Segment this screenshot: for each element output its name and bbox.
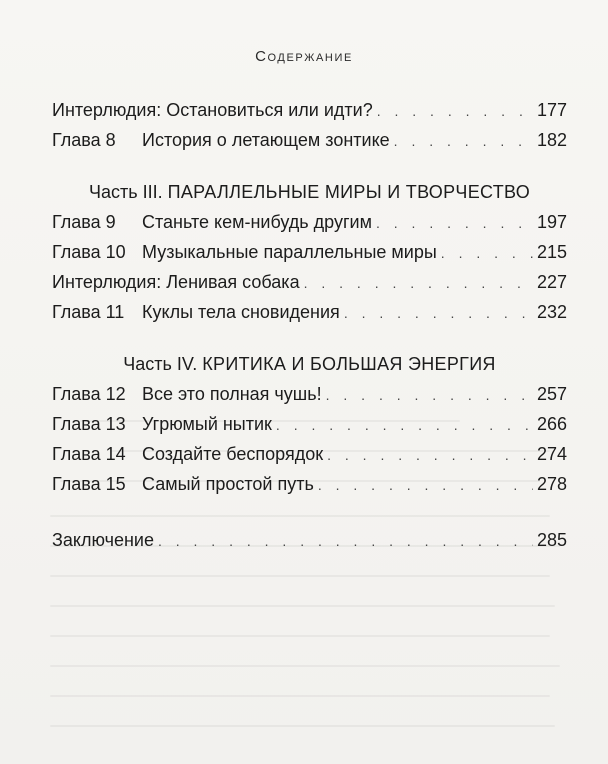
chapter-number: Глава 15 (52, 474, 126, 494)
dot-leader (376, 208, 533, 238)
toc-entry[interactable] (52, 237, 567, 267)
toc-entry[interactable] (52, 409, 567, 439)
toc-entry-label (52, 469, 314, 499)
chapter-number: Глава 13 (52, 414, 126, 434)
toc-entry-title: Интерлюдия: Остановиться или идти? (52, 100, 373, 120)
dot-leader (276, 410, 533, 440)
chapter-number: Глава 8 (52, 130, 116, 150)
toc-entry-label (52, 379, 322, 409)
toc-entry-label (52, 125, 390, 155)
dot-leader (304, 268, 533, 298)
toc-entry-title: Самый простой путь (142, 474, 314, 494)
part-title: КРИТИКА И БОЛЬШАЯ ЭНЕРГИЯ (202, 354, 496, 374)
toc-page-number: 278 (536, 474, 567, 494)
chapter-number: Глава 14 (52, 444, 126, 464)
part-heading-4[interactable] (52, 349, 567, 379)
toc-entry-title: Создайте беспорядок (142, 444, 324, 464)
toc-entry-title: Музыкальные параллельные миры (142, 242, 437, 262)
toc-entry[interactable] (52, 95, 567, 125)
toc-entry-title: Все это полная чушь! (142, 384, 322, 404)
toc-page-number: 182 (536, 130, 567, 150)
toc-page-number: 177 (536, 100, 567, 120)
toc-entry[interactable] (52, 379, 567, 409)
toc-entry-title: Заключение (52, 530, 154, 550)
toc-entry[interactable] (52, 267, 567, 297)
toc-entry[interactable] (52, 125, 567, 155)
dot-leader (326, 380, 533, 410)
toc-page-number: 227 (536, 272, 567, 292)
toc-entry-conclusion[interactable] (52, 525, 567, 555)
toc-entry[interactable] (52, 297, 567, 327)
toc-entry-label (52, 207, 372, 237)
toc-entry-title: Интерлюдия: Ленивая собака (52, 272, 300, 292)
toc-entry[interactable] (52, 439, 567, 469)
dot-leader (394, 126, 533, 156)
part-prefix: Часть III. (88, 182, 163, 202)
part-heading-3[interactable] (52, 177, 567, 207)
chapter-number: Глава 10 (52, 242, 126, 262)
dot-leader (158, 526, 533, 556)
toc-entry-title: История о летающем зонтике (142, 130, 390, 150)
toc-entry-label (52, 439, 323, 469)
dot-leader (318, 470, 533, 500)
toc-page-number: 232 (536, 302, 567, 322)
toc-page-number: 266 (536, 414, 567, 434)
toc-page-number: 215 (536, 242, 567, 262)
toc-entry-label (52, 409, 272, 439)
dot-leader (344, 298, 533, 328)
chapter-number: Глава 12 (52, 384, 126, 404)
toc-entry-title: Угрюмый нытик (142, 414, 272, 434)
toc-page-number: 257 (536, 384, 567, 404)
dot-leader (327, 440, 533, 470)
toc-page-number: 274 (536, 444, 567, 464)
toc-entry-label (52, 297, 340, 327)
toc-page-number: 197 (536, 212, 567, 232)
part-prefix: Часть IV. (123, 354, 198, 374)
dot-leader (377, 96, 533, 126)
toc-entry[interactable] (52, 469, 567, 499)
running-header: Содержание (255, 48, 353, 65)
toc-entry-title: Куклы тела сновидения (142, 302, 340, 322)
toc-entry[interactable] (52, 207, 567, 237)
table-of-contents (52, 95, 567, 555)
part-title: ПАРАЛЛЕЛЬНЫЕ МИРЫ И ТВОРЧЕСТВО (167, 182, 531, 202)
toc-entry-title: Станьте кем-нибудь другим (142, 212, 372, 232)
toc-page-number: 285 (536, 530, 567, 550)
chapter-number: Глава 9 (52, 212, 116, 232)
toc-entry-label (52, 237, 437, 267)
dot-leader (441, 238, 533, 268)
chapter-number: Глава 11 (52, 302, 125, 322)
